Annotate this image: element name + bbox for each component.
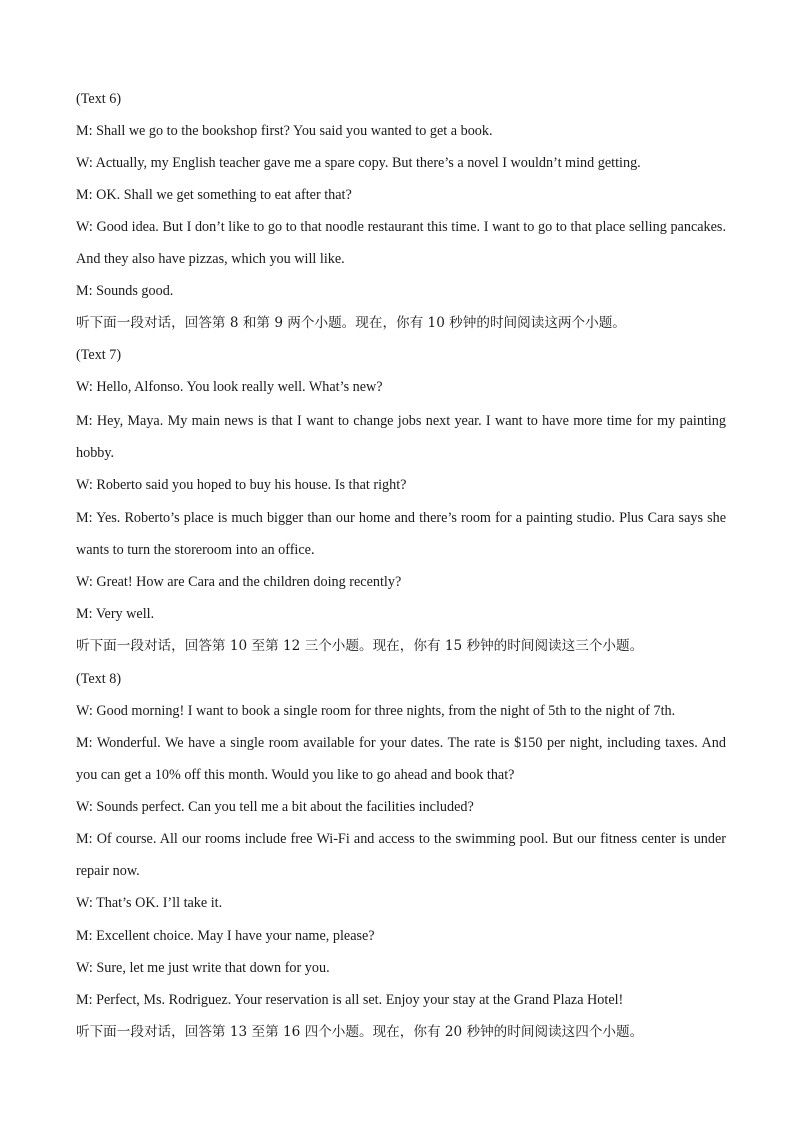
dialogue-line: M: Excellent choice. May I have your name, please? [76, 928, 375, 944]
dialogue-line: W: Roberto said you hoped to buy his house. Is that right? [76, 477, 407, 493]
instruction-line: 听下面一段对话，回答第 8 和第 9 两个小题。现在，你有 10 秒钟的时间阅读这两个小题。 [76, 315, 626, 331]
dialogue-line: you can get a 10% off this month. Would you like to go ahead and book that? [76, 767, 515, 783]
dialogue-line: M: Wonderful. We have a single room available for your dates. The rate is $150 per night, including taxes. And [76, 735, 726, 751]
dialogue-line: M: Shall we go to the bookshop first? You said you wanted to get a book. [76, 123, 493, 139]
dialogue-line: repair now. [76, 863, 140, 879]
dialogue-line: W: Great! How are Cara and the children doing recently? [76, 574, 402, 590]
dialogue-line: M: Sounds good. [76, 283, 174, 299]
dialogue-line: wants to turn the storeroom into an office. [76, 542, 315, 558]
dialogue-line: W: That’s OK. I’ll take it. [76, 895, 223, 911]
dialogue-line: M: Perfect, Ms. Rodriguez. Your reservation is all set. Enjoy your stay at the Grand Plaza Hotel! [76, 992, 624, 1008]
dialogue-line: M: OK. Shall we get something to eat after that? [76, 187, 352, 203]
dialogue-line: W: Good morning! I want to book a single room for three nights, from the night of 5th to the night of 7th. [76, 703, 676, 719]
dialogue-line: M: Yes. Roberto’s place is much bigger than our home and there’s room for a painting studio. Plus Cara says she [76, 510, 726, 526]
dialogue-line: W: Sounds perfect. Can you tell me a bit about the facilities included? [76, 799, 474, 815]
dialogue-line: W: Sure, let me just write that down for you. [76, 960, 330, 976]
instruction-line: 听下面一段对话，回答第 13 至第 16 四个小题。现在，你有 20 秒钟的时间阅读这四个小题。 [76, 1024, 644, 1040]
section-heading-text-7: (Text 7) [76, 347, 122, 363]
dialogue-line: W: Hello, Alfonso. You look really well. What’s new? [76, 379, 383, 395]
section-heading-text-6: (Text 6) [76, 91, 122, 107]
dialogue-line: M: Hey, Maya. My main news is that I want to change jobs next year. I want to have more time for my painting [76, 413, 726, 429]
dialogue-line: And they also have pizzas, which you will like. [76, 251, 345, 267]
dialogue-line: M: Very well. [76, 606, 155, 622]
dialogue-line: W: Good idea. But I don’t like to go to that noodle restaurant this time. I want to go to that place selling pancakes. [76, 219, 726, 235]
dialogue-line: hobby. [76, 445, 115, 461]
instruction-line: 听下面一段对话，回答第 10 至第 12 三个小题。现在，你有 15 秒钟的时间阅读这三个小题。 [76, 638, 644, 654]
dialogue-line: M: Of course. All our rooms include free Wi-Fi and access to the swimming pool. But our fitness center is under [76, 831, 726, 847]
dialogue-line: W: Actually, my English teacher gave me a spare copy. But there’s a novel I wouldn’t mind getting. [76, 155, 641, 171]
section-heading-text-8: (Text 8) [76, 671, 122, 687]
